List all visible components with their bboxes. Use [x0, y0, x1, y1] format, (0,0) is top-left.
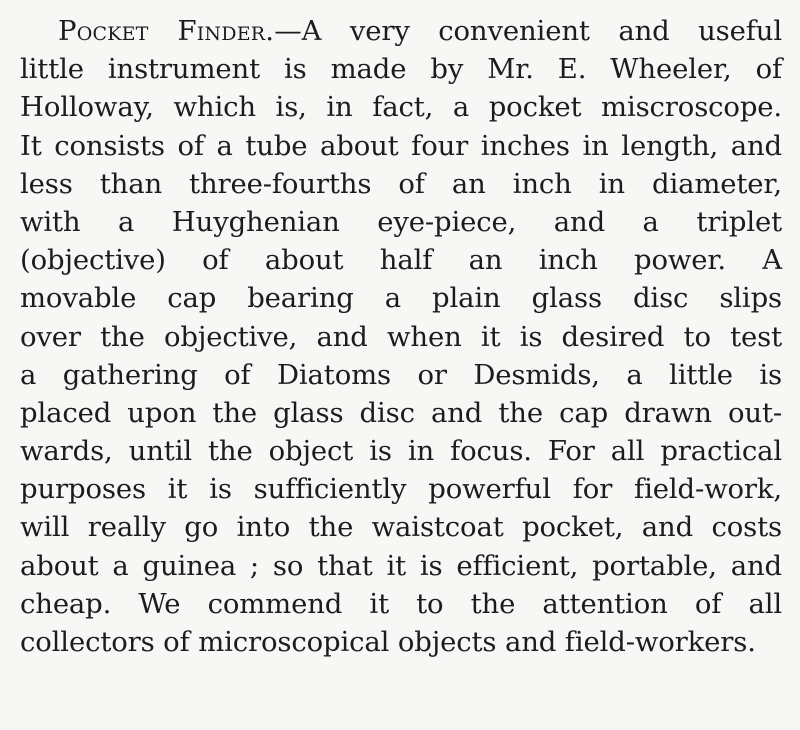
text-line: wards, until the object is in focus. For all practical — [20, 435, 782, 468]
text-line: It consists of a tube about four inches in length, and — [20, 129, 782, 162]
article-paragraph — [20, 12, 782, 661]
text-line: with a Huyghenian eye-piece, and a triplet — [20, 205, 782, 238]
text-line: collectors of microscopical objects and field-workers. — [20, 626, 756, 658]
text-line: purposes it is sufficiently powerful for field-work, — [20, 473, 782, 506]
text-line: little instrument is made by Mr. E. Wheeler, of — [20, 53, 782, 86]
text-line: (objective) of about half an inch power. A — [20, 244, 782, 277]
text-line: movable cap bearing a plain glass disc slips — [20, 282, 782, 315]
text-line: cheap. We commend it to the attention of all — [20, 587, 782, 620]
article-heading: Pocket Finder. — [58, 15, 275, 47]
text-line: less than three-fourths of an inch in diameter, — [20, 167, 782, 200]
text-line: will really go into the waistcoat pocket, and costs — [20, 511, 782, 544]
text-line-content: —A very convenient and useful — [274, 15, 783, 47]
text-line: over the objective, and when it is desired to test — [20, 320, 782, 353]
text-line: a gathering of Diatoms or Desmids, a little is — [20, 358, 782, 391]
text-line: about a guinea ; so that it is efficient, portable, and — [20, 549, 782, 582]
text-line: placed upon the glass disc and the cap drawn out- — [20, 396, 782, 429]
text-line — [20, 12, 782, 50]
text-line: Holloway, which is, in fact, a pocket miscroscope. — [20, 91, 782, 124]
